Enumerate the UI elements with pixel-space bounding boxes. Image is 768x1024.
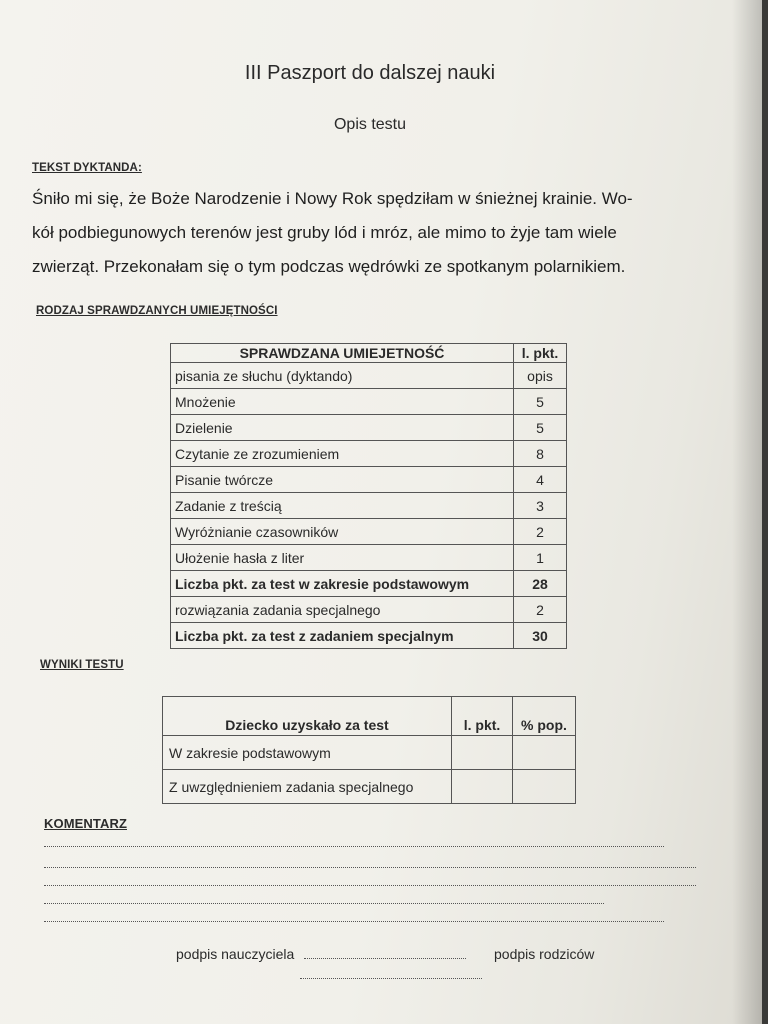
skill-cell: Mnożenie [171,389,514,415]
skill-cell: pisania ze słuchu (dyktando) [171,363,514,389]
comment-line[interactable] [44,921,664,922]
result-percent-cell[interactable] [513,736,576,770]
skill-cell: Liczba pkt. za test z zadaniem specjalnym [171,623,514,649]
page-title: III Paszport do dalszej nauki [244,62,496,84]
table-header-row [163,697,576,736]
col-points-header: l. pkt. [514,344,567,363]
result-label-cell: W zakresie podstawowym [163,736,452,770]
col-points-header: l. pkt. [452,697,513,736]
points-cell: 4 [514,467,567,493]
result-percent-cell[interactable] [513,770,576,804]
points-cell: 5 [514,415,567,441]
total-row [171,623,567,649]
comment-line[interactable] [44,867,696,868]
skill-cell: Wyróżnianie czasowników [171,519,514,545]
result-points-cell[interactable] [452,736,513,770]
points-cell: opis [514,363,567,389]
points-cell: 28 [514,571,567,597]
page-subtitle: Opis testu [333,116,407,133]
skill-cell: Czytanie ze zrozumieniem [171,441,514,467]
points-cell: 3 [514,493,567,519]
comment-line[interactable] [44,903,604,904]
table-row [171,493,567,519]
table-row [171,415,567,441]
result-label-cell: Z uwzględnieniem zadania specjalnego [163,770,452,804]
col-child-header: Dziecko uzyskało za test [163,697,452,736]
teacher-signature-label: podpis nauczyciela [176,946,295,962]
table-row [163,770,576,804]
points-cell: 30 [514,623,567,649]
comment-heading: KOMENTARZ [44,816,127,831]
table-row [171,363,567,389]
table-row [171,519,567,545]
skill-cell: Liczba pkt. za test w zakresie podstawowym [171,571,514,597]
skill-cell: rozwiązania zadania specjalnego [171,597,514,623]
points-cell: 1 [514,545,567,571]
comment-line[interactable] [44,846,664,847]
dictation-line: zwierząt. Przekonałam się o tym podczas wędrówki ze spotkanym polarnikiem. [32,257,626,276]
comment-line[interactable] [44,885,696,886]
dictation-line: Śniło mi się, że Boże Narodzenie i Nowy Rok spędziłam w śnieżnej krainie. Wo- [32,189,633,208]
skill-cell: Zadanie z treścią [171,493,514,519]
dictation-text [32,182,722,284]
points-cell: 5 [514,389,567,415]
teacher-signature-field[interactable] [304,946,466,959]
points-cell: 8 [514,441,567,467]
table-row [163,736,576,770]
subtotal-row [171,571,567,597]
page-shadow [732,0,762,1024]
table-row [171,467,567,493]
table-row [171,441,567,467]
teacher-signature [176,946,466,962]
dictation-heading: TEKST DYKTANDA: [32,162,142,174]
skills-heading: RODZAJ SPRAWDZANYCH UMIEJĘTNOŚCI [36,305,278,317]
dictation-line: kół podbiegunowych terenów jest gruby lód i mróz, ale mimo to żyje tam wiele [32,223,617,242]
parents-signature-field[interactable] [300,978,482,979]
parents-signature-label: podpis rodziców [494,946,595,962]
results-heading: WYNIKI TESTU [40,659,124,671]
skill-cell: Ułożenie hasła z liter [171,545,514,571]
skills-table [170,343,567,649]
points-cell: 2 [514,519,567,545]
result-points-cell[interactable] [452,770,513,804]
skill-cell: Pisanie twórcze [171,467,514,493]
table-header-row [171,344,567,363]
skill-cell: Dzielenie [171,415,514,441]
points-cell: 2 [514,597,567,623]
table-row [171,545,567,571]
col-skill-header: SPRAWDZANA UMIEJETNOŚĆ [171,344,514,363]
table-row [171,389,567,415]
results-table [162,696,576,804]
table-row [171,597,567,623]
col-percent-header: % pop. [513,697,576,736]
